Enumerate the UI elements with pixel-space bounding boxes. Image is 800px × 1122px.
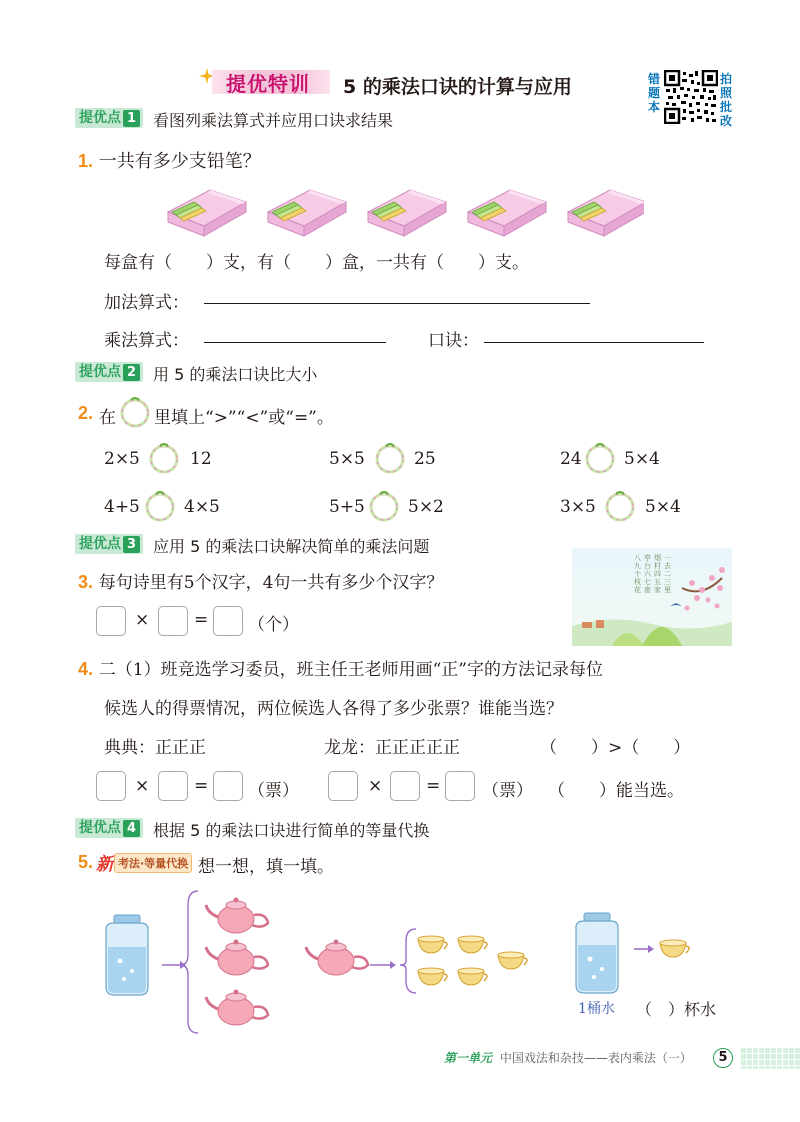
section3-badge [75,534,143,554]
q4-times-2: × [368,776,383,796]
question-3-text: 每句诗里有5个汉字，4句一共有多少个汉字？ [98,573,444,593]
compare-3-left: 24 [560,449,582,469]
q3-box-2[interactable] [158,606,188,636]
compare-5-circle[interactable] [368,490,400,522]
question-5-number: 5. [78,852,94,872]
compare-2-circle[interactable] [374,442,406,474]
section3-title: 应用 5 的乘法口诀解决简单的乘法问题 [153,537,430,556]
compare-2-left: 5×5 [329,449,365,469]
compare-1-right: 12 [190,449,212,469]
poem-illustration [572,548,732,646]
compare-2-right: 25 [414,449,436,469]
footer-text [444,1049,692,1066]
bucket-label: 1桶水 [578,1001,615,1017]
question-4 [78,655,603,680]
votes-compare[interactable]: （ ）>（ ） [540,738,691,758]
poem-line-2: 烟村四五家 [654,554,661,594]
q3-box-3[interactable] [213,606,243,636]
question-1-text: 一共有多少支铅笔？ [98,151,261,172]
long-votes: 龙龙：正正正正正 [324,738,460,758]
section3-badge-text: 提优点 [79,536,121,552]
q4-equals-1: = [194,776,209,796]
q4-times-1: × [135,776,150,796]
section4-title: 根据 5 的乘法口诀进行简单的等量代换 [153,821,430,840]
addition-answer-line[interactable] [204,303,590,304]
question-2-suffix: 里填上“>”“<”或“=”。 [154,408,334,428]
compare-5-left: 5+5 [329,497,365,517]
q3-unit: （个） [248,615,299,635]
compare-1-left: 2×5 [104,449,140,469]
cups-answer[interactable]: （ ）杯水 [636,1000,717,1019]
footer-unit: 第一单元 [444,1051,493,1065]
compare-6-left: 3×5 [560,497,596,517]
question-4-line2: 候选人的得票情况，两位候选人各得了多少张票？谁能当选？ [104,699,563,719]
question-3 [78,568,443,593]
dian-votes: 典典：正正正 [104,738,206,758]
section1-badge [75,108,143,128]
section4-badge-text: 提优点 [79,820,121,836]
question-1-number: 1. [78,151,94,171]
compare-6-right: 5×4 [645,497,681,517]
question-1 [78,147,261,173]
section4-badge-num: 4 [123,820,140,837]
compare-4-circle[interactable] [144,490,176,522]
section1-badge-num: 1 [123,110,140,127]
compare-5-right: 5×2 [408,497,444,517]
section2-title: 用 5 的乘法口诀比大小 [153,365,318,384]
question-2-number: 2. [78,403,94,423]
qr-code-icon[interactable] [664,70,718,124]
compare-3-right: 5×4 [624,449,660,469]
q3-equals: = [194,610,209,630]
section3-badge-num: 3 [123,536,140,553]
pencil-boxes [164,182,644,244]
poem-line-4: 八九十枝花 [634,554,641,594]
q4-unit-2: （票） [482,781,533,801]
question-3-number: 3. [78,572,94,592]
section2-badge-num: 2 [123,364,140,381]
page-title: 5 的乘法口诀的计算与应用 [343,76,572,98]
q4-box-2[interactable] [158,771,188,801]
section4-badge [75,818,143,838]
section2-badge [75,362,143,382]
multiplication-answer-line[interactable] [204,342,386,343]
qr-right-label: 拍照批改 [720,72,733,128]
question-2-prefix: 在 [99,408,116,428]
header-label: 提优特训 [226,72,310,96]
multiplication-label: 乘法算式： [104,331,189,351]
compare-3-circle[interactable] [584,442,616,474]
wreath-circle-icon [119,396,151,428]
q3-box-1[interactable] [96,606,126,636]
poem-line-1: 一去二三里 [664,554,671,594]
section2-badge-text: 提优点 [79,364,121,380]
section1-title: 看图列乘法算式并应用口诀求结果 [153,111,394,130]
q3-times: × [135,610,150,630]
q4-winner[interactable]: （ ）能当选。 [548,781,684,801]
footer-grid [740,1047,800,1069]
question-1-fill-line[interactable]: 每盒有（ ）支，有（ ）盒，一共有（ ）支。 [104,253,529,273]
q4-box-5[interactable] [390,771,420,801]
section1-badge-text: 提优点 [79,110,121,126]
compare-6-circle[interactable] [604,490,636,522]
question-5-text: 想一想，填一填。 [198,857,334,877]
compare-4-left: 4+5 [104,497,140,517]
poem-line-3: 亭台六七座 [644,554,651,594]
rhyme-answer-line[interactable] [484,342,704,343]
page-number: 5 [713,1048,733,1068]
new-tag: 新 [96,854,114,875]
qr-left-label: 错题本 [648,72,661,114]
question-4-line1: 二（1）班竞选学习委员，班主任王老师用画“正”字的方法记录每位 [98,660,603,680]
compare-4-right: 4×5 [184,497,220,517]
q4-box-3[interactable] [213,771,243,801]
compare-1-circle[interactable] [148,442,180,474]
rhyme-label: 口诀： [428,331,479,351]
q4-equals-2: = [426,776,441,796]
question-4-number: 4. [78,659,94,679]
q4-unit-1: （票） [248,781,299,801]
footer-chapter: 中国戏法和杂技——表内乘法（一） [499,1051,692,1065]
q4-box-4[interactable] [328,771,358,801]
q4-box-1[interactable] [96,771,126,801]
addition-label: 加法算式： [104,293,189,313]
q4-box-6[interactable] [445,771,475,801]
method-tag: 考法·等量代换 [114,853,192,873]
